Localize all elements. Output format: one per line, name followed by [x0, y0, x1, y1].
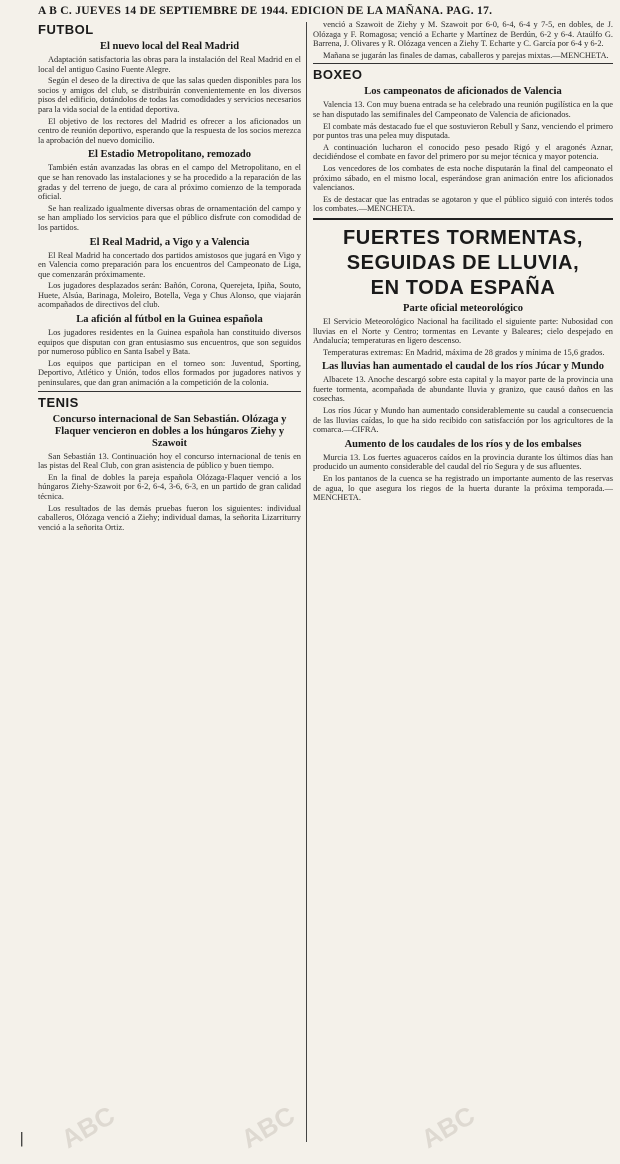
article-paragraph: Los jugadores residentes en la Guinea española han constituido diversos equipos que disputan con gran entusiasmo sus encuentros, que son seguidos por numeroso público en Santa Isabel y Bata.: [38, 328, 301, 357]
article-paragraph: Los vencedores de los combates de esta noche disputarán la final del campeonato el próximo sábado, en el mismo local, esperándose gran animación entre los aficionados valencianos.: [313, 163, 613, 193]
left-column: [38, 20, 301, 1148]
headline-real-madrid-local: El nuevo local del Real Madrid: [99, 41, 240, 52]
article-paragraph: Se han realizado igualmente diversas obras de ornamentación del campo y se han ampliado los servicios para que el público disfrute con comodidad de los partidos.: [38, 203, 301, 232]
article-paragraph: San Sebastián 13. Continuación hoy el concurso internacional de tenis en las pistas del Real Club, con gran asistencia de público y buen tiempo.: [38, 451, 301, 471]
headline-fuertes-tormentas: FUERTES TORMENTAS,: [342, 226, 584, 249]
headline-guinea: La afición al fútbol en la Guinea española: [76, 314, 263, 326]
abc-watermark: ABC: [236, 1099, 300, 1155]
page-header: A B C. JUEVES 14 DE SEPTIEMBRE DE 1944. EDICION DE LA MAÑANA. PAG. 17.: [38, 5, 493, 17]
storm-feature: [313, 218, 613, 299]
article-paragraph: El Servicio Meteorológico Nacional ha facilitado el siguiente parte: Nubosidad con lluvias en el Norte y Centro; tormentas en Levante y Baleares; cielo despejado en Andalucía; temperaturas en ligero descenso.: [313, 316, 613, 346]
margin-mark: |: [20, 1130, 24, 1147]
column-divider: [306, 22, 307, 1142]
article-paragraph: Los jugadores desplazados serán: Bañón, Corona, Querejeta, Ipiña, Souto, Huete, Alsúa, Barinaga, Moleiro, Botella, Vega y Chus Alonso, que viajarán acompañados de directivos del club.: [38, 281, 301, 310]
section-futbol: FUTBOL: [38, 22, 94, 37]
article-paragraph: Murcia 13. Los fuertes aguaceros caídos en la provincia durante los últimos días han producido un aumento considerable del caudal del río Segura y de sus afluentes.: [313, 452, 613, 472]
abc-watermark: ABC: [56, 1099, 120, 1155]
article-paragraph: Los ríos Júcar y Mundo han aumentado considerablemente su caudal a consecuencia de las lluvias caídas, lo que ha sido recibido con satisfacción por los agricultores de la comarca.—CIFRA.: [313, 406, 613, 435]
section-divider: [313, 63, 613, 64]
article-paragraph: A continuación lucharon el conocido peso pesado Rigó y el aragonés Aznar, decidiéndose el combate en favor del primero por su mejor técnica y mayor potencia.: [313, 142, 613, 162]
headline-seguidas-lluvia: SEGUIDAS DE LLUVIA,: [346, 251, 580, 274]
article-paragraph: Adaptación satisfactoria las obras para la instalación del Real Madrid en el local del antiguo Casino Fuente Alegre.: [38, 55, 301, 74]
right-column: [313, 20, 613, 1148]
article-paragraph: El Real Madrid ha concertado dos partidos amistosos que jugará en Vigo y en Valencia como preparación para los encuentros del Campeonato de Liga, que comenzarán próximamente.: [38, 250, 301, 279]
headline-vigo-valencia: El Real Madrid, a Vigo y a Valencia: [89, 236, 250, 248]
article-paragraph: Temperaturas extremas: En Madrid, máxima de 28 grados y mínima de 15,6 grados.: [323, 347, 605, 357]
article-paragraph: Los resultados de las demás pruebas fueron los siguientes: individual caballeros, Olózaga venció a Ziehy; individual damas, la señorita Lizarriturry venció a la señorita Ortiz.: [38, 503, 301, 532]
section-tenis: TENIS: [38, 394, 79, 410]
article-paragraph: El combate más destacado fue el que sostuvieron Rebull y Sanz, venciendo el primero por puntos tras una pelea muy disputada.: [313, 121, 613, 141]
article-paragraph: venció a Szawoit de Ziehy y M. Szawoit por 6-0, 6-4, 6-4 y 7-5, en dobles, de J. Olózaga y F. Romagosa; venció a Echarte y Martínez de Berdún, 6-2 y 6-4. Ataúlfo G. Barrena, J. Olivares y R. Olózaga vencen a Ziehy T. Echarte y C. García por 6-4 y 6-2.: [313, 20, 613, 49]
article-paragraph: En la final de dobles la pareja española Olózaga-Flaquer venció a los húngaros Ziehy-Szawoit por 6-2, 6-4, 3-6, 6-3, en un partido de gran calidad técnica.: [38, 472, 301, 501]
article-paragraph: En los pantanos de la cuenca se ha registrado un importante aumento de las reservas de agua, lo que asegura los riegos de la huerta durante la próxima temporada.—MENCHETA.: [313, 474, 613, 503]
headline-estadio-metropolitano: El Estadio Metropolitano, remozado: [88, 149, 251, 161]
article-paragraph: Mañana se jugarán las finales de damas, caballeros y parejas mixtas.—MENCHETA.: [323, 50, 609, 60]
headline-tenis-san-sebastian: Concurso internacional de San Sebastián. Olózaga y Flaquer vencieron en dobles a los húngaros Ziehy y Szawoit: [52, 413, 287, 449]
headline-parte-meteorologico: Parte oficial meteorológico: [403, 302, 523, 314]
section-divider: [38, 391, 301, 392]
article-paragraph: Albacete 13. Anoche descargó sobre esta capital y la mayor parte de la provincia una fuerte tormenta, acompañada de abundante lluvia y granizo, que causó daños en las cosechas.: [313, 375, 613, 404]
headline-toda-espana: EN TODA ESPAÑA: [370, 276, 556, 299]
abc-watermark: ABC: [416, 1099, 480, 1155]
headline-campeonatos-valencia: Los campeonatos de aficionados de Valencia: [364, 86, 562, 98]
article-paragraph: El objetivo de los rectores del Madrid es ofrecer a los aficionados un centro de reunión deportivo, esperando que la respuesta de los socios merezca la aprobación del nuevo domicilio.: [38, 116, 301, 145]
headline-caudales-embalses: Aumento de los caudales de los ríos y de los embalses: [344, 438, 582, 450]
article-paragraph: Los equipos que participan en el torneo son: Juventud, Sporting, Deportivo, Atlético y Unión, todos ellos formados por jugadores nativos y peninsulares, que dan gran animación a la competición de la colonia.: [38, 358, 301, 388]
section-boxeo: BOXEO: [313, 67, 363, 83]
article-paragraph: Según el deseo de la directiva de que las salas queden disponibles para los socios y amigos del club, se distribuirán convenientemente en los diversos pisos del edificio, dotándolos de todas las comodidades y servicios necesarios para la vida social de la entidad deportiva.: [38, 76, 301, 114]
article-paragraph: También están avanzadas las obras en el campo del Metropolitano, en el que se han renovado las instalaciones y se ha procedido a la reparación de las gradas y del terreno de juego, de cara al próximo comienzo de la temporada oficial.: [38, 163, 301, 202]
article-paragraph: Es de destacar que las entradas se agotaron y que el público siguió con interés todos los combates.—MENCHETA.: [313, 194, 613, 214]
article-paragraph: Valencia 13. Con muy buena entrada se ha celebrado una reunión pugilística en la que se han disputado las semifinales del Campeonato de Valencia de aficionados.: [313, 100, 613, 119]
headline-jucar-mundo: Las lluvias han aumentado el caudal de los ríos Júcar y Mundo: [322, 361, 604, 373]
